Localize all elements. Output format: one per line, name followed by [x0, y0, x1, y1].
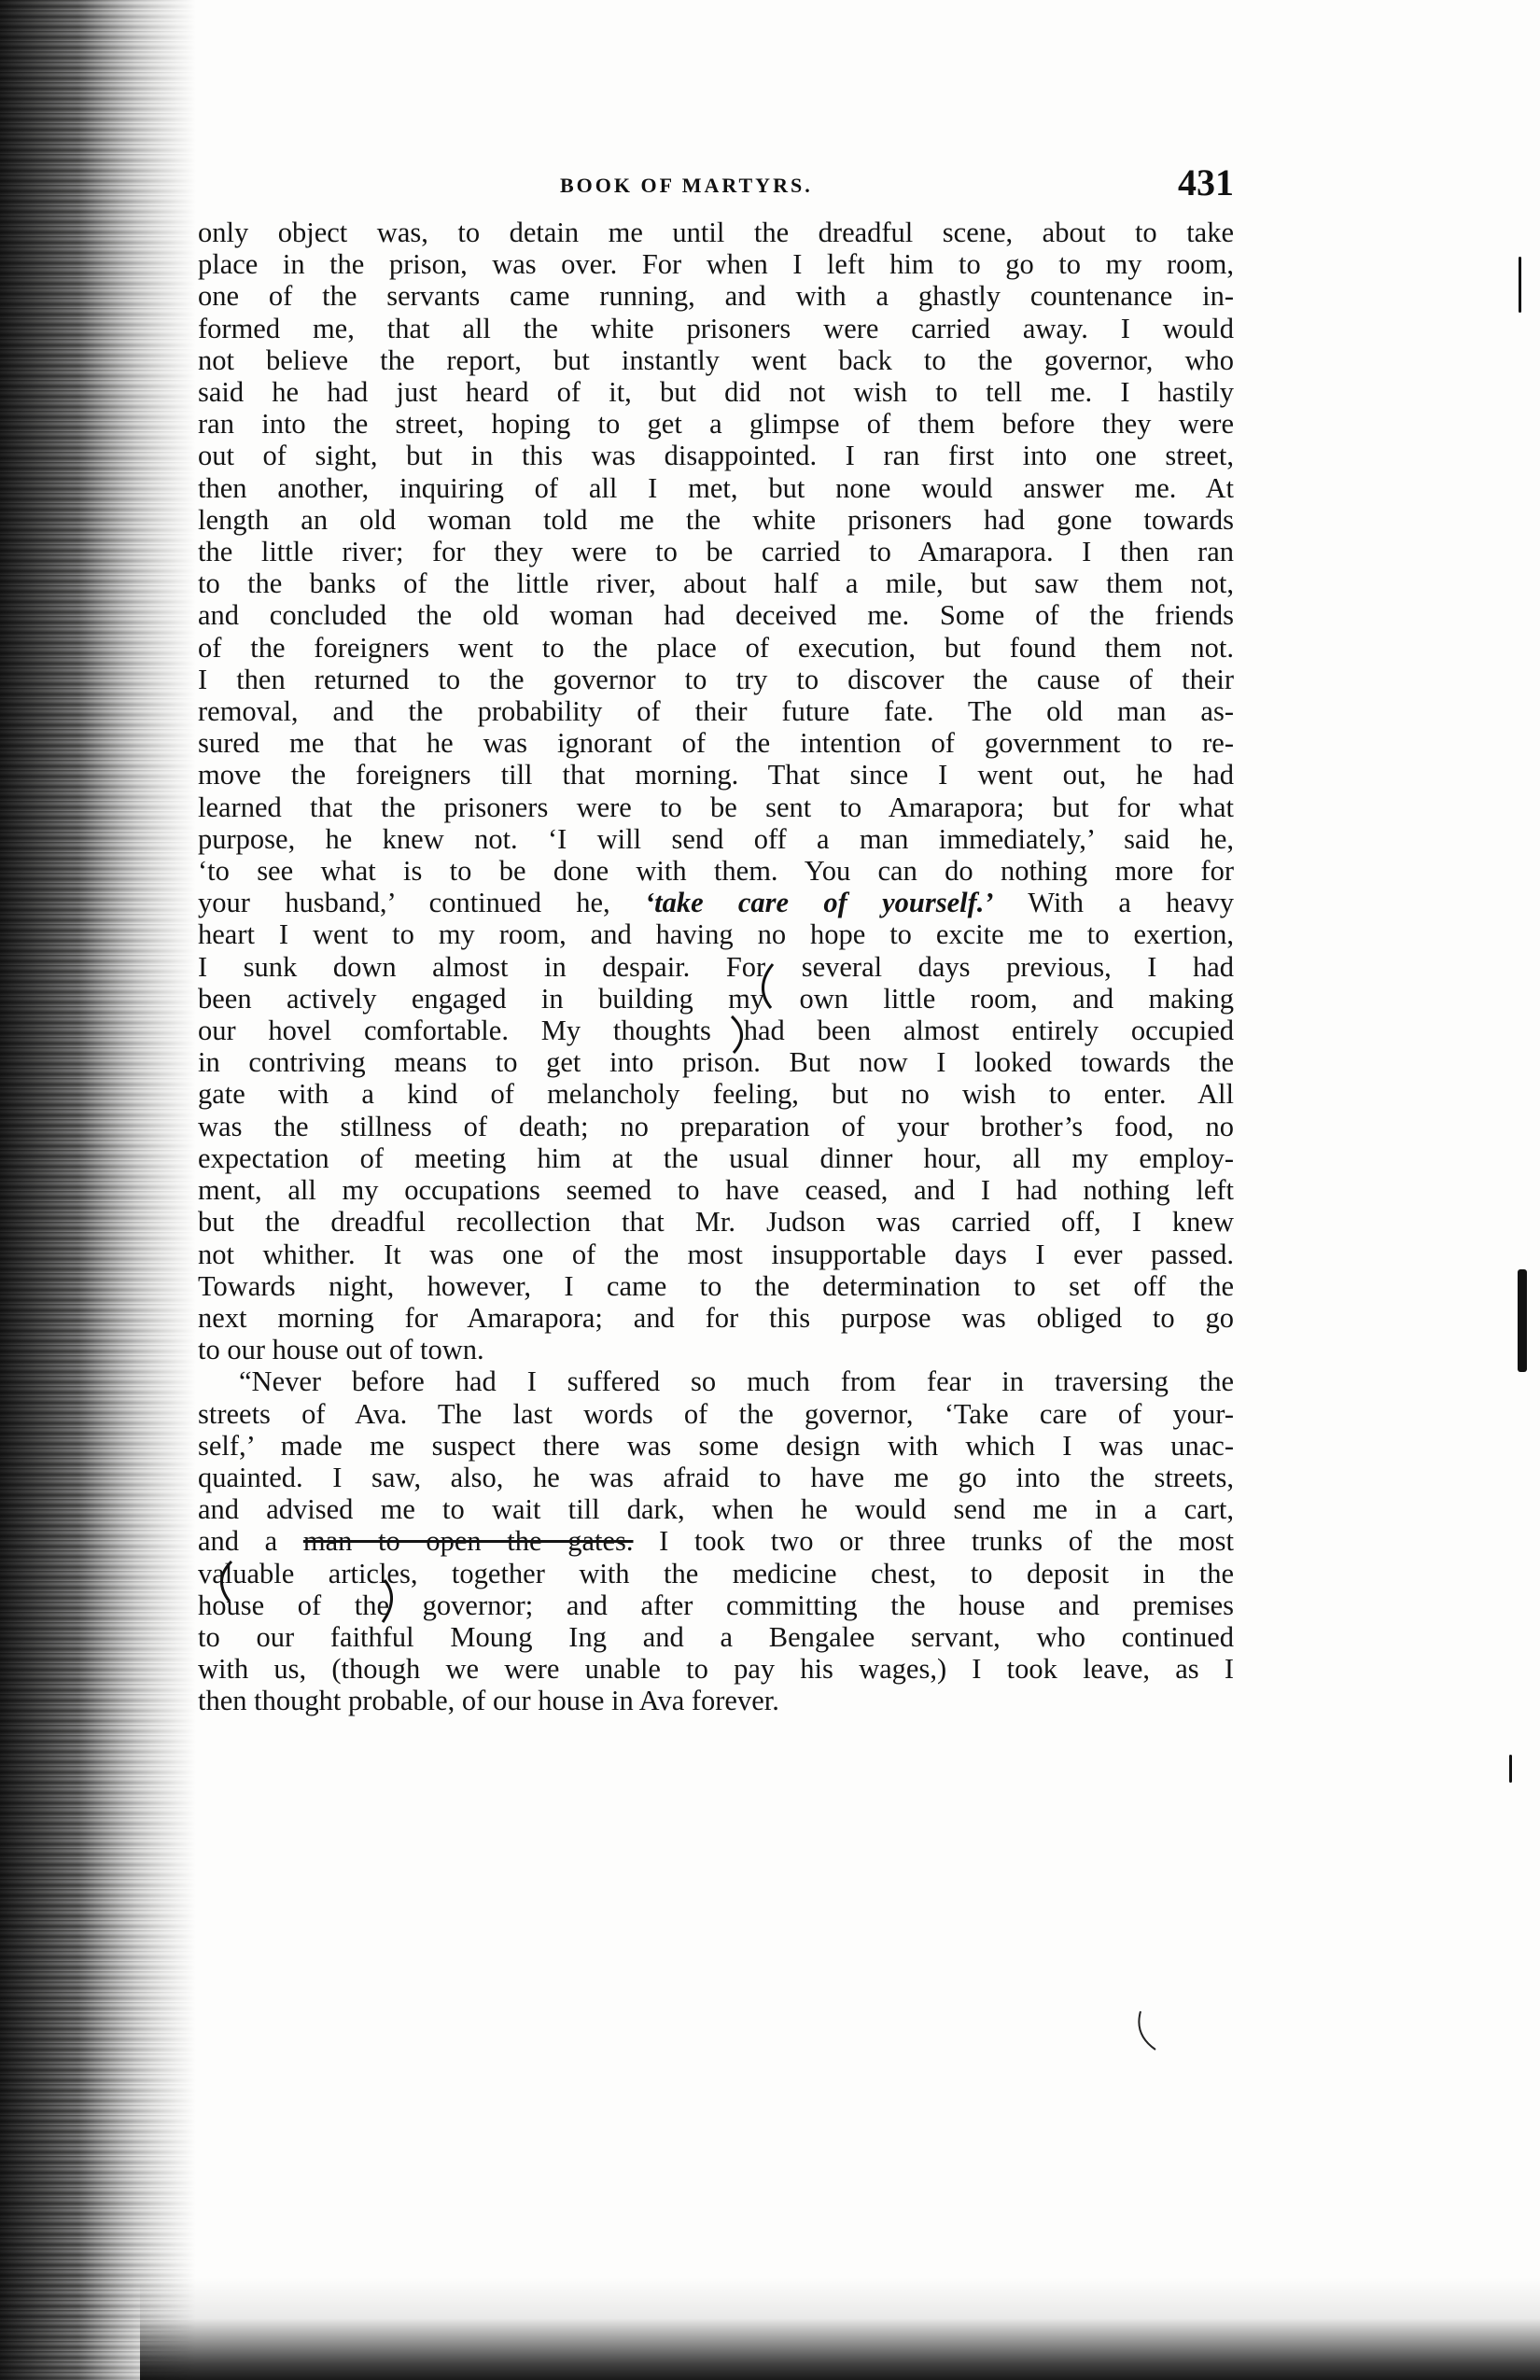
text-line: place in the prison, was over. For when I left him to go to my room, — [198, 248, 1234, 281]
paragraph — [198, 217, 1234, 1365]
text-line: our hovel comfortable. My thoughts had been almost entirely occupied — [198, 1015, 1234, 1047]
text-line: I then returned to the governor to try to discover the cause of their — [198, 663, 1234, 695]
text-line: move the foreigners till that morning. That since I went out, he had — [198, 759, 1234, 791]
margin-mark — [1518, 1269, 1527, 1372]
text-line: formed me, that all the white prisoners were carried away. I would — [198, 312, 1234, 344]
text-line: heart I went to my room, and having no hope to excite me to exertion, — [198, 918, 1234, 951]
text-line: next morning for Amarapora; and for this purpose was obliged to go — [198, 1301, 1234, 1334]
text-line: to our house out of town. — [198, 1334, 484, 1366]
text-line: quainted. I saw, also, he was afraid to have me go into the streets, — [198, 1461, 1234, 1493]
text-line: to the banks of the little river, about half a mile, but saw them not, — [198, 567, 1234, 600]
text-line — [198, 1525, 1234, 1557]
text-line: length an old woman told me the white prisoners had gone towards — [198, 503, 1234, 536]
paragraph — [198, 1365, 1234, 1397]
text-line: gate with a kind of melancholy feeling, but no wish to enter. All — [198, 1078, 1234, 1111]
text-line: but the dreadful recollection that Mr. Judson was carried off, I knew — [198, 1206, 1234, 1239]
text-line: ran into the street, hoping to get a glimpse of them before they were — [198, 408, 1234, 441]
page-number: 431 — [1178, 161, 1234, 203]
margin-mark — [1519, 257, 1521, 313]
text-line: sured me that he was ignorant of the intention of government to re- — [198, 727, 1234, 760]
text-line: and concluded the old woman had deceived me. Some of the friends — [198, 599, 1234, 632]
text-line: of the foreigners went to the place of execution, but found them not. — [198, 631, 1234, 664]
italic-quote: ‘take care of yourself.’ — [644, 887, 994, 919]
text-line: then thought probable, of our house in Ava forever. — [198, 1685, 779, 1717]
text-line: purpose, he knew not. ‘I will send off a man immediately,’ said he, — [198, 822, 1234, 855]
text-line: not believe the report, but instantly went back to the governor, who — [198, 343, 1234, 376]
text-line: in contriving means to get into prison. But now I looked towards the — [198, 1046, 1234, 1079]
text-run: I took two or three trunks of the most — [633, 1525, 1234, 1558]
margin-mark — [1509, 1755, 1512, 1783]
text-line: and advised me to wait till dark, when he would send me in a cart, — [198, 1493, 1234, 1526]
text-line: out of sight, but in this was disappointed. I ran first into one street, — [198, 440, 1234, 472]
text-line: been actively engaged in building my own little room, and making — [198, 982, 1234, 1015]
text-line: then another, inquiring of all I met, but none would answer me. At — [198, 471, 1234, 504]
text-line: valuable articles, together with the medicine chest, to deposit in the — [198, 1557, 1234, 1589]
paragraph — [198, 1398, 1234, 1717]
text-run: your husband,’ continued he, — [198, 887, 645, 919]
text-line: learned that the prisoners were to be sent to Amarapora; but for what — [198, 791, 1234, 823]
body-text — [198, 217, 1234, 1717]
text-line: ‘to see what is to be done with them. You can do nothing more for — [198, 855, 1234, 888]
text-line: to our faithful Moung Ing and a Bengalee servant, who continued — [198, 1620, 1234, 1653]
text-line: said he had just heard of it, but did not wish to tell me. I hastily — [198, 376, 1234, 409]
page-bottom-shadow — [140, 2277, 1540, 2380]
binding-shadow — [0, 0, 196, 2380]
page-header — [196, 161, 1234, 213]
text-line: removal, and the probability of their future fate. The old man as- — [198, 695, 1234, 728]
text-line: not whither. It was one of the most insupportable days I ever passed. — [198, 1238, 1234, 1270]
text-line: one of the servants came running, and with a ghastly countenance in- — [198, 280, 1234, 313]
text-line: ment, all my occupations seemed to have ceased, and I had nothing left — [198, 1174, 1234, 1207]
text-line: I sunk down almost in despair. For several days previous, I had — [198, 950, 1234, 983]
text-line: “Never before had I suffered so much from fear in traversing the — [239, 1365, 1234, 1398]
text-line: streets of Ava. The last words of the governor, ‘Take care of your- — [198, 1397, 1234, 1430]
text-line: was the stillness of death; no preparation of your brother’s food, no — [198, 1110, 1234, 1142]
text-line: the little river; for they were to be carried to Amarapora. I then ran — [198, 536, 1234, 568]
text-run: and a — [198, 1525, 303, 1558]
text-line: only object was, to detain me until the dreadful scene, about to take — [198, 217, 1234, 248]
text-line: with us, (though we were unable to pay his wages,) I took leave, as I — [198, 1653, 1234, 1686]
text-line: house of the governor; and after committing the house and premises — [198, 1589, 1234, 1621]
text-line — [198, 887, 1234, 918]
struck-text: man to open the gates. — [302, 1525, 634, 1558]
text-line: Towards night, however, I came to the determination to set off the — [198, 1269, 1234, 1302]
running-head: BOOK OF MARTYRS. — [560, 174, 813, 197]
text-run: With a heavy — [993, 887, 1234, 919]
text-line: expectation of meeting him at the usual dinner hour, all my employ- — [198, 1141, 1234, 1174]
text-line: self,’ made me suspect there was some design with which I was unac- — [198, 1429, 1234, 1462]
